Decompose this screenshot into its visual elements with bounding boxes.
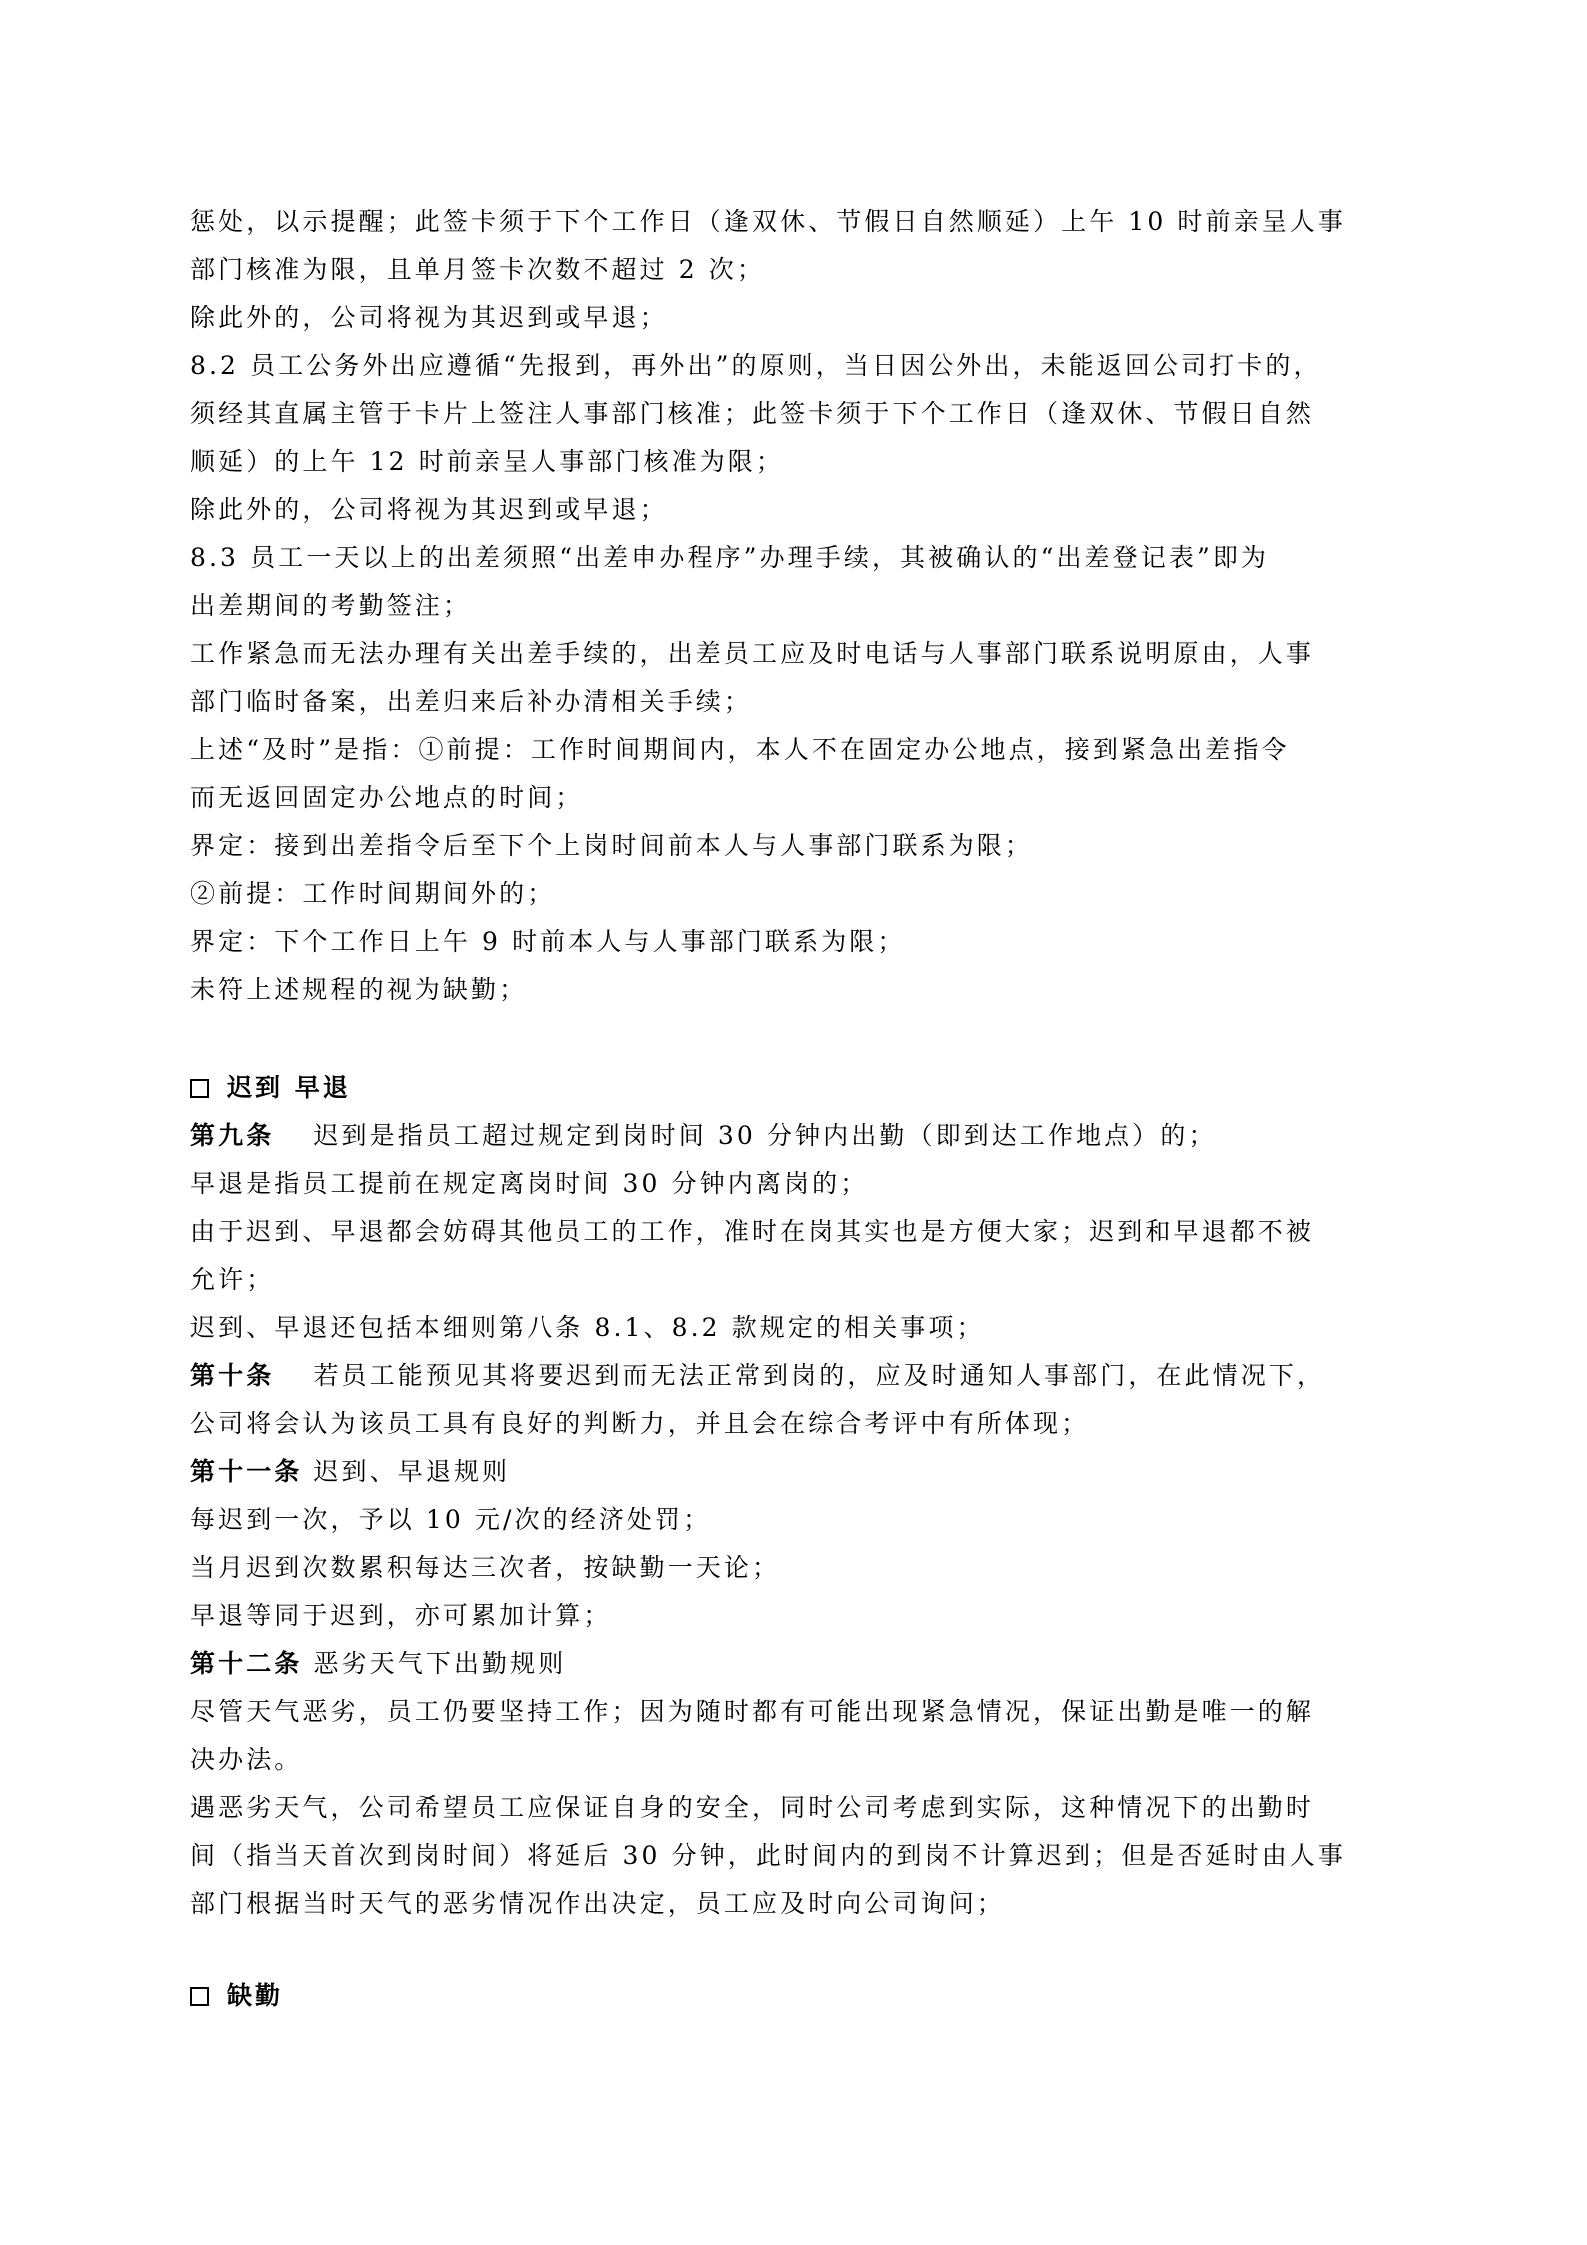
paragraph-line: 遇恶劣天气，公司希望员工应保证自身的安全，同时公司考虑到实际，这种情况下的出勤时 — [190, 1793, 1315, 1822]
section-heading-text: 缺勤 — [227, 1981, 284, 2010]
paragraph-line: 而无返回固定办公地点的时间； — [190, 783, 584, 812]
article-label: 第九条 — [190, 1121, 275, 1150]
paragraph-line: 除此外的，公司将视为其迟到或早退； — [190, 495, 668, 524]
paragraph-line: 当月迟到次数累积每达三次者，按缺勤一天论； — [190, 1553, 781, 1582]
paragraph-line: 须经其直属主管于卡片上签注人事部门核准；此签卡须于下个工作日（逢双休、节假日自然 — [190, 399, 1315, 428]
paragraph-line: 间（指当天首次到岗时间）将延后 30 分钟，此时间内的到岗不计算迟到；但是否延时由人事 — [190, 1841, 1347, 1870]
article-text: 迟到是指员工超过规定到岗时间 30 分钟内出勤（即到达工作地点）的； — [274, 1121, 1217, 1150]
article-9 — [190, 1112, 1410, 1160]
article-title: 迟到、早退规则 — [302, 1457, 511, 1486]
paragraph-line: 上述“及时”是指：①前提：工作时间期间内，本人不在固定办公地点，接到紧急出差指令 — [190, 735, 1290, 764]
section-heading — [190, 1064, 1410, 1112]
paragraph-line: 尽管天气恶劣，员工仍要坚持工作；因为随时都有可能出现紧急情况，保证出勤是唯一的解 — [190, 1697, 1315, 1726]
paragraph-line: 部门根据当时天气的恶劣情况作出决定，员工应及时向公司询问； — [190, 1889, 1005, 1918]
paragraph-line: 每迟到一次，予以 10 元/次的经济处罚； — [190, 1505, 712, 1534]
paragraph-line: 工作紧急而无法办理有关出差手续的，出差员工应及时电话与人事部门联系说明原由，人事 — [190, 639, 1315, 668]
article-11 — [190, 1448, 1410, 1496]
paragraph-line: 除此外的，公司将视为其迟到或早退； — [190, 303, 668, 332]
article-label: 第十二条 — [190, 1649, 303, 1678]
article-10 — [190, 1352, 1410, 1400]
paragraph-line: 公司将会认为该员工具有良好的判断力，并且会在综合考评中有所体现； — [190, 1409, 1090, 1438]
paragraph-line: 允许； — [190, 1265, 275, 1294]
clause-8-3: 8.3 员工一天以上的出差须照“出差申办程序”办理手续，其被确认的“出差登记表”即为 — [190, 543, 1270, 572]
paragraph-line: 部门核准为限，且单月签卡次数不超过 2 次； — [190, 255, 766, 284]
checkbox-square-icon — [190, 1987, 209, 2006]
section-heading-text: 迟到 早退 — [227, 1073, 351, 1102]
section-heading — [190, 1972, 1410, 2020]
paragraph-line: 决办法。 — [190, 1745, 303, 1774]
article-12 — [190, 1640, 1410, 1688]
article-title: 恶劣天气下出勤规则 — [302, 1649, 567, 1678]
paragraph-line: 早退等同于迟到，亦可累加计算； — [190, 1601, 612, 1630]
paragraph-line: 惩处，以示提醒；此签卡须于下个工作日（逢双休、节假日自然顺延）上午 10 时前亲呈人事 — [190, 207, 1347, 236]
paragraph-line: 出差期间的考勤签注； — [190, 591, 472, 620]
paragraph-line: 迟到、早退还包括本细则第八条 8.1、8.2 款规定的相关事项； — [190, 1313, 985, 1342]
checkbox-square-icon — [190, 1079, 209, 1098]
paragraph-line: 部门临时备案，出差归来后补办清相关手续； — [190, 687, 753, 716]
article-label: 第十条 — [190, 1361, 275, 1390]
paragraph-line: ②前提：工作时间期间外的； — [190, 879, 556, 908]
paragraph-line: 早退是指员工提前在规定离岗时间 30 分钟内离岗的； — [190, 1169, 869, 1198]
paragraph-line: 顺延）的上午 12 时前亲呈人事部门核准为限； — [190, 447, 785, 476]
paragraph-line: 界定：接到出差指令后至下个上岗时间前本人与人事部门联系为限； — [190, 831, 1034, 860]
article-label: 第十一条 — [190, 1457, 303, 1486]
paragraph-line: 未符上述规程的视为缺勤； — [190, 975, 528, 1004]
clause-8-2: 8.2 员工公务外出应遵循“先报到，再外出”的原则，当日因公外出，未能返回公司打卡的， — [190, 351, 1322, 380]
paragraph-line: 界定：下个工作日上午 9 时前本人与人事部门联系为限； — [190, 927, 906, 956]
article-text: 若员工能预见其将要迟到而无法正常到岗的，应及时通知人事部门，在此情况下， — [274, 1361, 1326, 1390]
paragraph-line: 由于迟到、早退都会妨碍其他员工的工作，准时在岗其实也是方便大家；迟到和早退都不被 — [190, 1217, 1315, 1246]
